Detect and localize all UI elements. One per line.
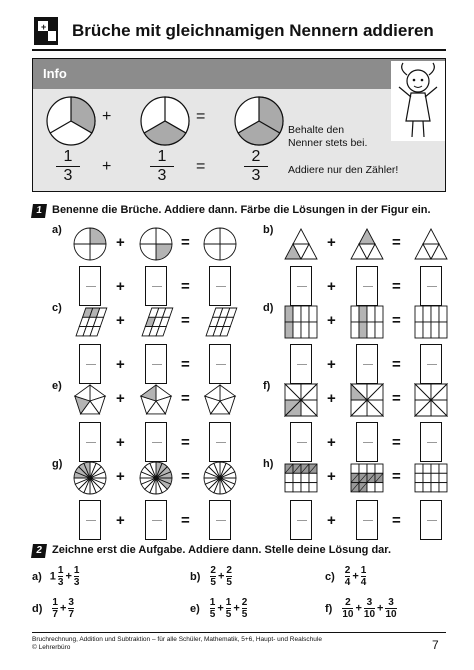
denominator: 10 xyxy=(385,609,397,620)
answer-fraction-box[interactable] xyxy=(356,344,378,384)
fraction-line xyxy=(86,442,96,443)
task-2-item xyxy=(190,597,249,620)
answer-fraction-box[interactable] xyxy=(79,422,101,462)
answer-fraction-box[interactable] xyxy=(145,344,167,384)
plus-sign: + xyxy=(327,356,336,373)
figure-slot xyxy=(413,226,449,267)
fraction xyxy=(385,597,396,620)
figure-slot xyxy=(349,460,385,501)
fraction xyxy=(345,565,351,588)
denominator: 5 xyxy=(225,609,232,620)
denominator: 4 xyxy=(344,577,351,588)
answer-fraction-box[interactable] xyxy=(356,500,378,540)
task-2-heading xyxy=(32,544,391,558)
answer-fraction-box[interactable] xyxy=(79,266,101,306)
tri4-figure-icon xyxy=(349,226,385,262)
whole-number: 1 xyxy=(49,570,56,583)
footer xyxy=(32,632,446,652)
exercise-label: a) xyxy=(32,570,42,583)
fraction-line xyxy=(216,364,226,365)
task-1-text: Benenne die Brüche. Addiere dann. Färbe die Lösungen in der Figur ein. xyxy=(52,204,431,216)
info-label: Info xyxy=(43,66,67,81)
numerator: 1 xyxy=(57,565,64,576)
fraction xyxy=(52,597,58,620)
fraction-line xyxy=(363,364,373,365)
fraction-line xyxy=(216,520,226,521)
fraction-line xyxy=(152,520,162,521)
plus-sign: + xyxy=(116,234,125,251)
answer-fraction-box[interactable] xyxy=(209,422,231,462)
page-number: 7 xyxy=(432,638,439,652)
exercise-label: f) xyxy=(263,380,271,392)
exercise-label: h) xyxy=(263,458,274,470)
equals-sign: = xyxy=(196,158,206,175)
fraction xyxy=(74,565,80,588)
exercise-label: f) xyxy=(325,602,333,615)
fraction xyxy=(210,597,216,620)
plus-sign: + xyxy=(116,278,125,295)
plus-sign: + xyxy=(65,570,72,583)
answer-fraction-box[interactable] xyxy=(145,500,167,540)
plus-sign: + xyxy=(102,158,112,175)
sq8-figure-icon xyxy=(349,382,385,418)
denominator: 3 xyxy=(73,577,80,588)
plus-sign: + xyxy=(327,468,336,485)
sq8-figure-icon xyxy=(413,382,449,418)
figure-slot xyxy=(202,460,238,501)
answer-fraction-box[interactable] xyxy=(420,422,442,462)
sq8-figure-icon xyxy=(283,382,319,418)
equals-sign: = xyxy=(181,278,190,295)
plus-sign: + xyxy=(327,234,336,251)
rect8-figure-icon xyxy=(413,304,449,340)
equals-sign: = xyxy=(181,356,190,373)
circle4-figure-icon xyxy=(138,226,174,262)
fraction-line xyxy=(427,286,437,287)
equals-sign: = xyxy=(392,434,401,451)
answer-fraction-box[interactable] xyxy=(209,266,231,306)
equals-sign: = xyxy=(181,468,190,485)
numerator: 2 xyxy=(241,597,248,608)
answer-fraction-box[interactable] xyxy=(420,500,442,540)
fraction-line xyxy=(297,364,307,365)
task-2-item xyxy=(325,565,368,588)
answer-fraction-box[interactable] xyxy=(356,266,378,306)
figure-slot xyxy=(138,460,174,501)
task-2-item xyxy=(32,565,81,588)
denominator: 5 xyxy=(241,609,248,620)
denominator: 5 xyxy=(209,609,216,620)
circle16-figure-icon xyxy=(72,460,108,496)
answer-fraction-box[interactable] xyxy=(209,344,231,384)
equals-sign: = xyxy=(196,108,206,125)
answer-fraction-box[interactable] xyxy=(420,344,442,384)
plus-sign: + xyxy=(59,602,67,615)
answer-fraction-box[interactable] xyxy=(209,500,231,540)
numerator: 1 xyxy=(360,565,367,576)
numerator: 3 xyxy=(388,597,394,608)
figure-slot xyxy=(72,460,108,501)
numerator: 1 xyxy=(225,597,232,608)
circle16-figure-icon xyxy=(202,460,238,496)
grid12-figure-icon xyxy=(349,460,385,496)
equals-sign: = xyxy=(392,512,401,529)
exercise-label: g) xyxy=(52,458,63,470)
para-figure-icon xyxy=(72,304,108,340)
plus-sign: + xyxy=(116,468,125,485)
figure-slot xyxy=(283,226,319,267)
numerator: 2 xyxy=(345,597,351,608)
fraction xyxy=(210,565,216,588)
task-2-item xyxy=(190,565,234,588)
plus-sign: + xyxy=(355,602,362,615)
answer-fraction-box[interactable] xyxy=(420,266,442,306)
plus-sign: + xyxy=(116,390,125,407)
svg-text:+: + xyxy=(41,22,47,32)
plus-sign: + xyxy=(116,434,125,451)
fraction-line xyxy=(86,286,96,287)
fraction xyxy=(364,597,375,620)
tri4-figure-icon xyxy=(283,226,319,262)
plus-sign: + xyxy=(327,434,336,451)
plus-sign: + xyxy=(377,602,384,615)
grid12-figure-icon xyxy=(283,460,319,496)
plus-sign: + xyxy=(116,512,125,529)
answer-fraction-box[interactable] xyxy=(290,500,312,540)
fraction-line xyxy=(297,286,307,287)
fraction xyxy=(58,565,64,588)
task-number-badge: 2 xyxy=(31,544,47,558)
fraction-line xyxy=(216,286,226,287)
fraction-line xyxy=(86,520,96,521)
circle16-figure-icon xyxy=(138,460,174,496)
denominator: 5 xyxy=(210,577,216,588)
circle4-figure-icon xyxy=(202,226,238,262)
plus-sign: + xyxy=(327,278,336,295)
rect8-figure-icon xyxy=(283,304,319,340)
plus-sign: + xyxy=(233,602,240,615)
fraction-line xyxy=(363,286,373,287)
denominator: 7 xyxy=(68,609,74,620)
task-number-badge: 1 xyxy=(31,204,47,218)
figure-slot xyxy=(202,382,238,423)
fraction xyxy=(226,597,232,620)
plus-sign: + xyxy=(116,356,125,373)
exercise-label: b) xyxy=(190,570,201,583)
exercise-label: c) xyxy=(52,302,62,314)
equals-sign: = xyxy=(392,356,401,373)
fraction-line xyxy=(152,364,162,365)
tri4-figure-icon xyxy=(413,226,449,262)
grid12-figure-icon xyxy=(413,460,449,496)
answer-fraction-box[interactable] xyxy=(79,344,101,384)
fraction: 1 3 xyxy=(150,148,174,185)
fraction xyxy=(342,597,353,620)
equals-sign: = xyxy=(181,234,190,251)
denominator: 5 xyxy=(226,577,232,588)
equals-sign: = xyxy=(181,390,190,407)
answer-fraction-box[interactable] xyxy=(356,422,378,462)
exercise-label: e) xyxy=(190,602,200,615)
task-2-item xyxy=(325,597,399,620)
figure-slot xyxy=(349,382,385,423)
fraction-line xyxy=(152,442,162,443)
fraction-line xyxy=(427,520,437,521)
fraction-line xyxy=(216,442,226,443)
denominator: 4 xyxy=(360,577,367,588)
numerator: 2 xyxy=(344,565,351,576)
penta-figure-icon xyxy=(72,382,108,418)
fraction: 1 3 xyxy=(56,148,80,185)
task-2-item xyxy=(32,597,76,620)
figure-slot xyxy=(202,226,238,267)
exercise-label: b) xyxy=(263,224,274,236)
equals-sign: = xyxy=(392,390,401,407)
fraction xyxy=(68,597,74,620)
plus-sign: + xyxy=(327,512,336,529)
answer-fraction-box[interactable] xyxy=(79,500,101,540)
figure-slot xyxy=(72,382,108,423)
numerator: 3 xyxy=(68,597,74,608)
figure-slot xyxy=(72,226,108,267)
fraction-line xyxy=(297,442,307,443)
plus-sign: + xyxy=(116,312,125,329)
fraction xyxy=(226,565,232,588)
para-figure-icon xyxy=(138,304,174,340)
figure-slot xyxy=(138,304,174,345)
answer-fraction-box[interactable] xyxy=(290,266,312,306)
penta-figure-icon xyxy=(202,382,238,418)
circle4-figure-icon xyxy=(72,226,108,262)
figure-slot xyxy=(283,304,319,345)
plus-sign: + xyxy=(352,570,359,583)
denominator: 3 xyxy=(57,577,64,588)
equals-sign: = xyxy=(392,278,401,295)
figure-slot xyxy=(349,304,385,345)
plus-sign: + xyxy=(102,108,112,125)
figure-slot xyxy=(202,304,238,345)
figure-slot xyxy=(413,304,449,345)
footer-copyright: © Lehrerbüro xyxy=(32,644,71,651)
fraction: 2 3 xyxy=(244,148,268,185)
figure-slot xyxy=(138,226,174,267)
equals-sign: = xyxy=(392,234,401,251)
plus-sign: + xyxy=(327,312,336,329)
numerator: 2 xyxy=(210,565,216,576)
equals-sign: = xyxy=(392,468,401,485)
fraction-line xyxy=(86,364,96,365)
numerator: 1 xyxy=(209,597,216,608)
answer-fraction-box[interactable] xyxy=(145,422,167,462)
figure-slot xyxy=(283,382,319,423)
figure-slot xyxy=(413,382,449,423)
figure-slot xyxy=(283,460,319,501)
equals-sign: = xyxy=(181,434,190,451)
info-hint-2: Addiere nur den Zähler! xyxy=(288,164,399,176)
exercise-label: e) xyxy=(52,380,62,392)
fraction-line xyxy=(363,442,373,443)
plus-sign: + xyxy=(217,570,225,583)
denominator: 10 xyxy=(363,609,376,620)
equals-sign: = xyxy=(181,312,190,329)
fraction-line xyxy=(427,364,437,365)
figure-slot xyxy=(413,460,449,501)
denominator: 7 xyxy=(52,609,58,620)
exercise-label: d) xyxy=(32,602,43,615)
denominator: 10 xyxy=(342,609,354,620)
figure-slot xyxy=(349,226,385,267)
task-2-text: Zeichne erst die Aufgabe. Addiere dann. Stelle deine Lösung dar. xyxy=(52,544,392,556)
fraction-line xyxy=(427,442,437,443)
numerator: 2 xyxy=(226,565,232,576)
rect8-figure-icon xyxy=(349,304,385,340)
fraction xyxy=(361,565,367,588)
answer-fraction-box[interactable] xyxy=(145,266,167,306)
answer-fraction-box[interactable] xyxy=(290,344,312,384)
figure-slot xyxy=(72,304,108,345)
answer-fraction-box[interactable] xyxy=(290,422,312,462)
exercise-label: a) xyxy=(52,224,62,236)
plus-sign: + xyxy=(327,390,336,407)
equals-sign: = xyxy=(181,512,190,529)
footer-source: Bruchrechnung, Addition und Subtraktion – für alle Schüler, Mathematik, 5+6, Haupt- und Realschule xyxy=(32,636,322,643)
equals-sign: = xyxy=(392,312,401,329)
fraction-line xyxy=(297,520,307,521)
fraction xyxy=(242,597,248,620)
penta-figure-icon xyxy=(138,382,174,418)
para-figure-icon xyxy=(202,304,238,340)
numerator: 3 xyxy=(366,597,373,608)
numerator: 1 xyxy=(73,565,80,576)
plus-sign: + xyxy=(217,602,224,615)
info-hint-1: Behalte den Nenner stets bei. xyxy=(288,124,368,149)
page-title: Brüche mit gleichnamigen Nennern addieren xyxy=(72,21,434,40)
exercise-label: c) xyxy=(325,570,335,583)
numerator: 1 xyxy=(52,597,58,608)
exercise-label: d) xyxy=(263,302,274,314)
figure-slot xyxy=(138,382,174,423)
fraction-line xyxy=(152,286,162,287)
fraction-line xyxy=(363,520,373,521)
